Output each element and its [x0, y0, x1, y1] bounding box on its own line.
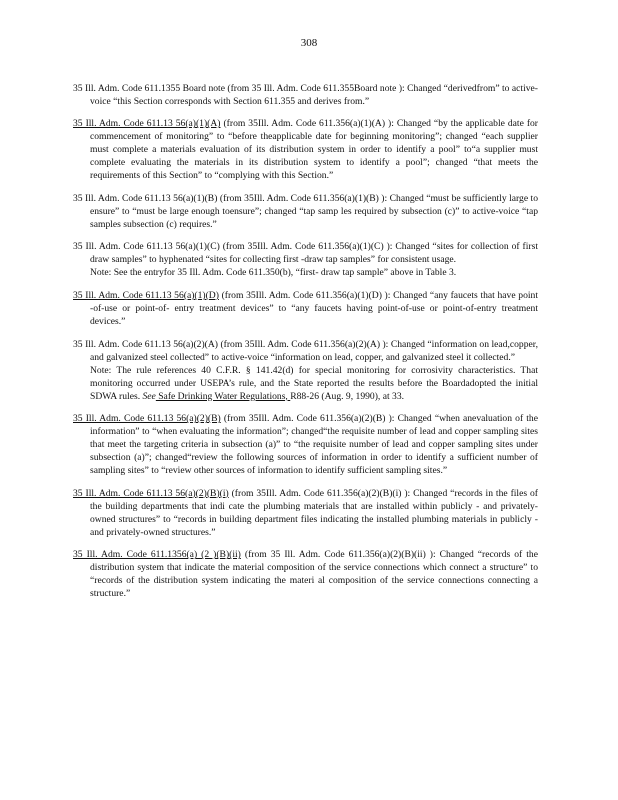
amendment-entry — [73, 487, 538, 539]
entry-body: (from 35Ill. Adm. Code 611.356(a)(1)(A) ): Changed “by the applicable date for commencement of monitoring” to “before theapplicable date for beginning monitoring”; changed “each supplier must complete a materials evaluation of its distribution system in order to identify a pool” to“a supplier must complete evaluating the materials in its distribution system to identify a pool”; changed “that meets the requirements of this Section” to “complying with this Section.” — [90, 118, 539, 182]
entry-citation: 35 Ill. Adm. Code 611.13 56(a)(1)(A) — [73, 118, 221, 130]
amendment-entry — [73, 82, 538, 108]
entry-citation: 35 Ill. Adm. Code 611.13 56(a)(2)(B) — [73, 413, 221, 425]
entry-body: (from 35Ill. Adm. Code 611.356(a)(1)(B) ): Changed “must be sufficiently large to ensure” to “must be large enough toensure”; changed “tap samp les required by subsection (c)” to active-voice “tap samples subsection (c) requires.” — [90, 192, 539, 230]
amendment-entry — [73, 338, 538, 403]
entry-body: Board note (from 35 Ill. Adm. Code 611.355Board note ): Changed “derivedfrom” to active- voice “this Section corresponds with Section 611.355 and derives from.” — [90, 82, 538, 107]
entry-body: (from 35 Ill. Adm. Code 611.356(a)(2)(B)(ii) ): Changed “records of the distribution system that indicate the material composition of the service connections which connect a structure” to “records of the distribution system indicating the materi al composition of the service connections connecting a structure.” — [90, 549, 538, 600]
page-number: 308 — [300, 37, 318, 49]
entry-citation: 35 Ill. Adm. Code 611.13 56(a)(1)(D) — [73, 289, 219, 301]
entry-body: (from 35Ill. Adm. Code 611.356(a)(2)(B) ): Changed “when anevaluation of the information” to “when evaluating the information”; changed“the requisite number of lead and copper sampling sites that meet the targeting criteria in subsection (a)” to “the requisite number of lead and copper sampling sites under subsection (a)”; changed“review the following sources of information in order to identify a sufficient number of sampling sites” to “review other sources of information to identify sufficient sampling sites.” — [90, 413, 538, 477]
entry-body: (from 35Ill. Adm. Code 611.356(a)(2)(A) ): Changed “information on lead,copper, and galvanized steel collected” to active-voice “information on lead, copper, and galvanized steel it collected.” — [90, 338, 538, 363]
amendment-list — [73, 72, 538, 606]
note-text: R88-26 (Aug. 9, 1990), at 33. — [290, 390, 405, 402]
entry-citation: 35 Ill. Adm. Code 611.13 56(a)(2)(A) — [73, 338, 218, 350]
amendment-entry — [73, 412, 538, 477]
entry-note — [90, 364, 538, 403]
note-signal: See — [142, 390, 156, 402]
entry-body: (from 35Ill. Adm. Code 611.356(a)(1)(D) ): Changed “any faucets that have point -of-use or point-of- entry treatment devices” to “any faucets having point-of-use or point-of-entry treatment devices.” — [90, 289, 538, 327]
note-text: Note: The rule references 40 C.F.R. § 141.42(d) for special monitoring for corrosivity characteristics. That monitoring occurred under USEPA’s rule, and the State reported the results before the Boardadopted the initial SDWA rules. — [90, 364, 538, 402]
entry-body: (from 35Ill. Adm. Code 611.356(a)(2)(B)(i) ): Changed “records in the files of the building departments that indi cate the plumbing materials that are installed within publicly - and privately-owned structures” to “records in building department files indicating the installed plumbing materials in publicly - and privately-owned structures.” — [90, 487, 538, 538]
amendment-entry — [73, 548, 538, 600]
entry-body: (from 35Ill. Adm. Code 611.356(a)(1)(C) ): Changed “sites for collection of first draw samples” to hyphenated “sites for collecting first -draw tap samples” for consistent usage. — [90, 241, 538, 266]
note-reference: Safe Drinking Water Regulations, — [155, 390, 291, 402]
entry-citation: 35 Ill. Adm. Code 611.13 56(a)(1)(B) — [73, 192, 218, 204]
amendment-entry — [73, 289, 538, 328]
entry-note: Note: See the entryfor 35 Ill. Adm. Code 611.350(b), “first- draw tap sample” above in Table 3. — [90, 267, 457, 279]
amendment-entry — [73, 117, 538, 182]
entry-citation: 35 Ill. Adm. Code 611.13 56(a)(1)(C) — [73, 241, 220, 253]
amendment-entry — [73, 240, 538, 279]
entry-citation: 35 Ill. Adm. Code 611.1356(a) (2 )(B)(ii) — [73, 549, 241, 561]
entry-citation: 35 Ill. Adm. Code 611.13 56(a)(2)(B)(i) — [73, 487, 229, 499]
entry-citation: 35 Ill. Adm. Code 611.1355 — [73, 82, 181, 94]
amendment-entry — [73, 192, 538, 231]
